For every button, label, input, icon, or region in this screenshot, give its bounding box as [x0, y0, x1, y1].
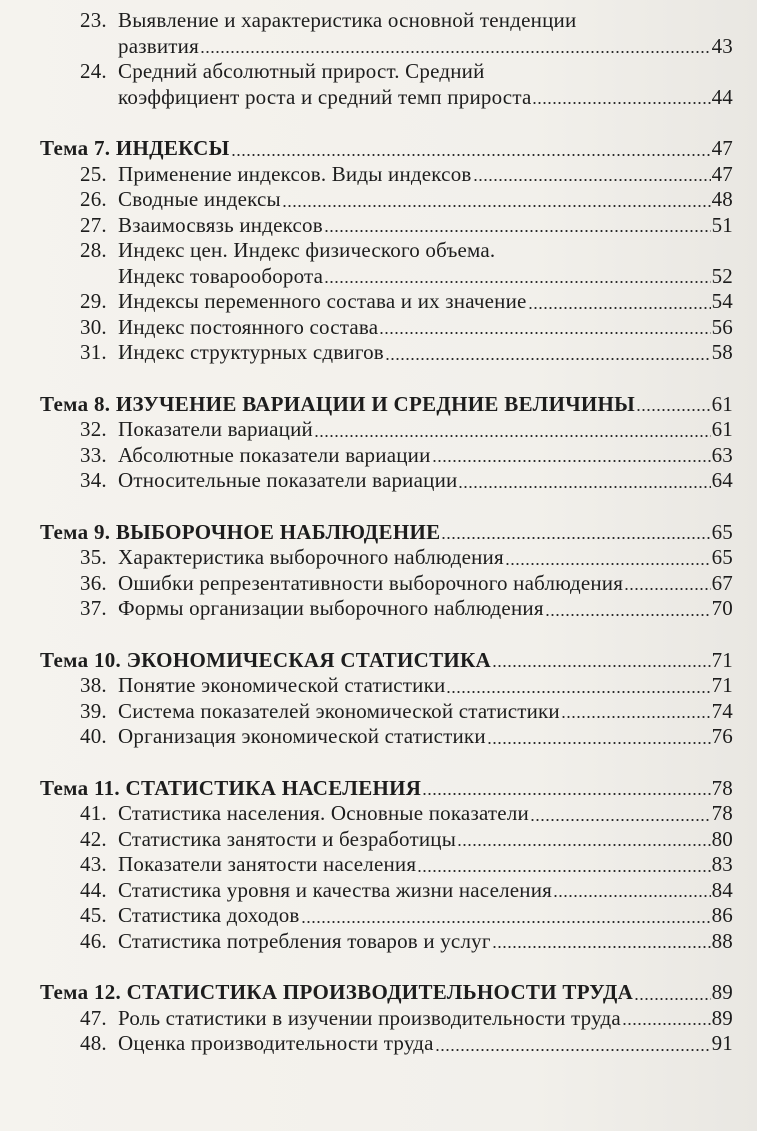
toc-heading-title: Тема 10. ЭКОНОМИЧЕСКАЯ СТАТИСТИКА: [40, 647, 492, 672]
toc-item-number: 30.: [80, 314, 107, 339]
toc-page-number: 78: [711, 801, 733, 825]
toc-item-title: Ошибки репрезентативности выборочного наблюдения: [118, 570, 624, 595]
toc-item-number: 40.: [80, 724, 107, 748]
dot-leader: [379, 332, 710, 334]
toc-item-title: Индекс постоянного состава: [118, 314, 379, 339]
toc-page-number: 63: [711, 442, 733, 467]
toc-page-number: 71: [711, 673, 733, 697]
dot-leader: [561, 716, 711, 718]
dot-leader: [492, 946, 711, 948]
toc-page-number: 47: [711, 161, 733, 186]
toc-item[interactable]: [0, 443, 757, 469]
toc-heading[interactable]: [0, 980, 757, 1006]
toc-item-number: 46.: [80, 928, 107, 953]
toc-page-number: 89: [711, 1005, 733, 1030]
toc-item[interactable]: [0, 699, 757, 725]
toc-item-title: коэффициент роста и средний темп прироста: [118, 84, 532, 109]
toc-item-number: 26.: [80, 187, 107, 211]
toc-item-number: 31.: [80, 340, 107, 364]
toc-item[interactable]: [0, 59, 757, 85]
toc-section: [0, 136, 757, 366]
toc-page-number: 70: [711, 596, 733, 620]
toc-item[interactable]: [0, 1031, 757, 1057]
toc-item-number: 44.: [80, 877, 107, 902]
toc-item-continuation[interactable]: [0, 264, 757, 290]
toc-heading[interactable]: [0, 392, 757, 418]
toc-page-number: 65: [711, 519, 733, 544]
toc-page-number: 71: [711, 647, 733, 672]
toc-page-number: 80: [711, 826, 733, 851]
toc-item[interactable]: [0, 8, 757, 34]
toc-item[interactable]: [0, 724, 757, 750]
dot-leader: [636, 409, 710, 411]
toc-item-number: 28.: [80, 238, 107, 262]
dot-leader: [622, 1023, 711, 1025]
toc-item-number: 34.: [80, 468, 107, 492]
toc-page-number: 83: [711, 852, 733, 876]
toc-item-title: Формы организации выборочного наблюдения: [118, 596, 544, 620]
toc-item-number: 42.: [80, 826, 107, 851]
toc-item-number: 25.: [80, 161, 107, 186]
toc-page-number: 56: [711, 314, 733, 339]
toc-item-number: 32.: [80, 417, 107, 441]
toc-item[interactable]: [0, 417, 757, 443]
dot-leader: [492, 665, 711, 667]
toc-item-title: Понятие экономической статистики: [118, 673, 446, 697]
dot-leader: [532, 102, 710, 104]
toc-item-number: 35.: [80, 545, 107, 569]
toc-item-number: 29.: [80, 289, 107, 313]
toc-page-number: 61: [711, 417, 733, 441]
toc-page-number: 58: [711, 340, 733, 364]
dot-leader: [282, 205, 711, 207]
toc-item-number: 23.: [80, 8, 107, 32]
toc-item[interactable]: [0, 238, 757, 264]
toc-item[interactable]: [0, 340, 757, 366]
toc-heading[interactable]: [0, 648, 757, 674]
toc-section: [0, 8, 757, 110]
toc-page-number: 76: [711, 724, 733, 748]
toc-item-title: Статистика потребления товаров и услуг: [118, 928, 491, 953]
toc-page-number: 74: [711, 698, 733, 723]
toc-heading[interactable]: [0, 136, 757, 162]
toc-section: [0, 776, 757, 955]
toc-item-title: Относительные показатели вариации: [118, 468, 458, 492]
toc-heading-title: Тема 9. ВЫБОРОЧНОЕ НАБЛЮДЕНИЕ: [40, 519, 441, 544]
toc-page-number: 91: [711, 1031, 733, 1055]
dot-leader: [505, 563, 711, 565]
toc-page-number: 84: [711, 877, 733, 902]
toc-item-number: 41.: [80, 801, 107, 825]
dot-leader: [324, 281, 710, 283]
dot-leader: [624, 588, 710, 590]
toc-page-number: 67: [711, 570, 733, 595]
dot-leader: [441, 537, 710, 539]
dot-leader: [422, 793, 710, 795]
toc-item-title: Средний абсолютный прирост. Средний: [118, 59, 485, 83]
toc-page-number: 48: [711, 187, 733, 211]
toc-heading-title: Тема 8. ИЗУЧЕНИЕ ВАРИАЦИИ И СРЕДНИЕ ВЕЛИЧИНЫ: [40, 391, 636, 416]
toc-page-number: 89: [711, 980, 733, 1004]
toc-page-number: 61: [711, 391, 733, 416]
dot-leader: [457, 844, 711, 846]
toc-item[interactable]: [0, 187, 757, 213]
toc-item-number: 47.: [80, 1005, 107, 1030]
toc-item-title: Индекс товарооборота: [118, 263, 324, 288]
toc-item-title: развития: [118, 33, 199, 58]
toc-item[interactable]: [0, 827, 757, 853]
toc-item[interactable]: [0, 289, 757, 315]
toc-heading-title: Тема 7. ИНДЕКСЫ: [40, 136, 230, 160]
toc-item-title: Организация экономической статистики: [118, 724, 486, 748]
toc-item[interactable]: [0, 162, 757, 188]
toc-page-number: 43: [711, 33, 733, 58]
toc-item-title: Оценка производительности труда: [118, 1031, 434, 1055]
toc-heading-title: Тема 12. СТАТИСТИКА ПРОИЗВОДИТЕЛЬНОСТИ ТРУДА: [40, 980, 634, 1004]
dot-leader: [545, 614, 711, 616]
dot-leader: [301, 921, 711, 923]
toc-item-title: Характеристика выборочного наблюдения: [118, 545, 504, 569]
toc-item-title: Статистика доходов: [118, 903, 300, 927]
toc-section: [0, 980, 757, 1057]
toc-item[interactable]: [0, 596, 757, 622]
toc-item-title: Применение индексов. Виды индексов: [118, 161, 472, 186]
toc-item[interactable]: [0, 213, 757, 239]
toc-page-number: 88: [711, 928, 733, 953]
dot-leader: [446, 691, 710, 693]
toc-item-title: Показатели занятости населения: [118, 852, 417, 876]
toc-item-title: Индекс цен. Индекс физического объема.: [118, 238, 496, 262]
dot-leader: [417, 870, 710, 872]
dot-leader: [200, 51, 711, 53]
toc-item-number: 38.: [80, 673, 107, 697]
dot-leader: [530, 819, 711, 821]
toc-item[interactable]: [0, 571, 757, 597]
dot-leader: [634, 998, 710, 1000]
dot-leader: [324, 230, 711, 232]
toc-item-number: 48.: [80, 1031, 107, 1055]
dot-leader: [432, 460, 711, 462]
toc-section: [0, 392, 757, 494]
toc-item-number: 39.: [80, 698, 107, 723]
toc-item[interactable]: [0, 929, 757, 955]
dot-leader: [231, 154, 711, 156]
table-of-contents: [0, 8, 757, 1083]
toc-page-number: 54: [711, 289, 733, 313]
toc-item[interactable]: [0, 852, 757, 878]
toc-item-number: 45.: [80, 903, 107, 927]
toc-page-number: 64: [711, 468, 733, 492]
toc-page-number: 78: [711, 775, 733, 800]
dot-leader: [385, 358, 711, 360]
toc-heading[interactable]: [0, 520, 757, 546]
toc-item[interactable]: [0, 468, 757, 494]
toc-item[interactable]: [0, 878, 757, 904]
toc-item-title: Статистика занятости и безработицы: [118, 826, 457, 851]
toc-item-title: Взаимосвязь индексов: [118, 212, 323, 237]
toc-heading[interactable]: [0, 776, 757, 802]
dot-leader: [314, 435, 711, 437]
dot-leader: [435, 1049, 711, 1051]
toc-page-number: 44: [711, 84, 733, 109]
toc-section: [0, 520, 757, 622]
toc-page-number: 47: [711, 136, 733, 160]
toc-item-number: 24.: [80, 59, 107, 83]
toc-item-title: Индексы переменного состава и их значение: [118, 289, 527, 313]
toc-item-title: Система показателей экономической статистики: [118, 698, 560, 723]
toc-item-continuation[interactable]: [0, 34, 757, 60]
toc-item-title: Абсолютные показатели вариации: [118, 442, 431, 467]
toc-item-number: 43.: [80, 852, 107, 876]
dot-leader: [528, 307, 711, 309]
toc-item-title: Индекс структурных сдвигов: [118, 340, 384, 364]
toc-item-continuation[interactable]: [0, 85, 757, 111]
dot-leader: [487, 742, 711, 744]
toc-item[interactable]: [0, 1006, 757, 1032]
dot-leader: [553, 895, 711, 897]
toc-item[interactable]: [0, 545, 757, 571]
toc-item-title: Статистика населения. Основные показатели: [118, 801, 529, 825]
toc-item-title: Роль статистики в изучении производительности труда: [118, 1005, 621, 1030]
toc-item[interactable]: [0, 903, 757, 929]
toc-item-title: Выявление и характеристика основной тенденции: [118, 8, 577, 32]
toc-section: [0, 648, 757, 750]
toc-item-number: 36.: [80, 570, 107, 595]
toc-item-number: 33.: [80, 442, 107, 467]
toc-item-title: Показатели вариаций: [118, 417, 313, 441]
toc-item[interactable]: [0, 801, 757, 827]
toc-page-number: 65: [711, 545, 733, 569]
toc-heading-title: Тема 11. СТАТИСТИКА НАСЕЛЕНИЯ: [40, 775, 422, 800]
toc-item-title: Сводные индексы: [118, 187, 281, 211]
toc-item[interactable]: [0, 673, 757, 699]
dot-leader: [473, 179, 711, 181]
toc-item[interactable]: [0, 315, 757, 341]
toc-item-title: Статистика уровня и качества жизни населения: [118, 877, 553, 902]
dot-leader: [458, 486, 710, 488]
toc-page-number: 86: [711, 903, 733, 927]
toc-item-number: 27.: [80, 212, 107, 237]
toc-item-number: 37.: [80, 596, 107, 620]
toc-page-number: 51: [711, 212, 733, 237]
toc-page-number: 52: [711, 263, 733, 288]
